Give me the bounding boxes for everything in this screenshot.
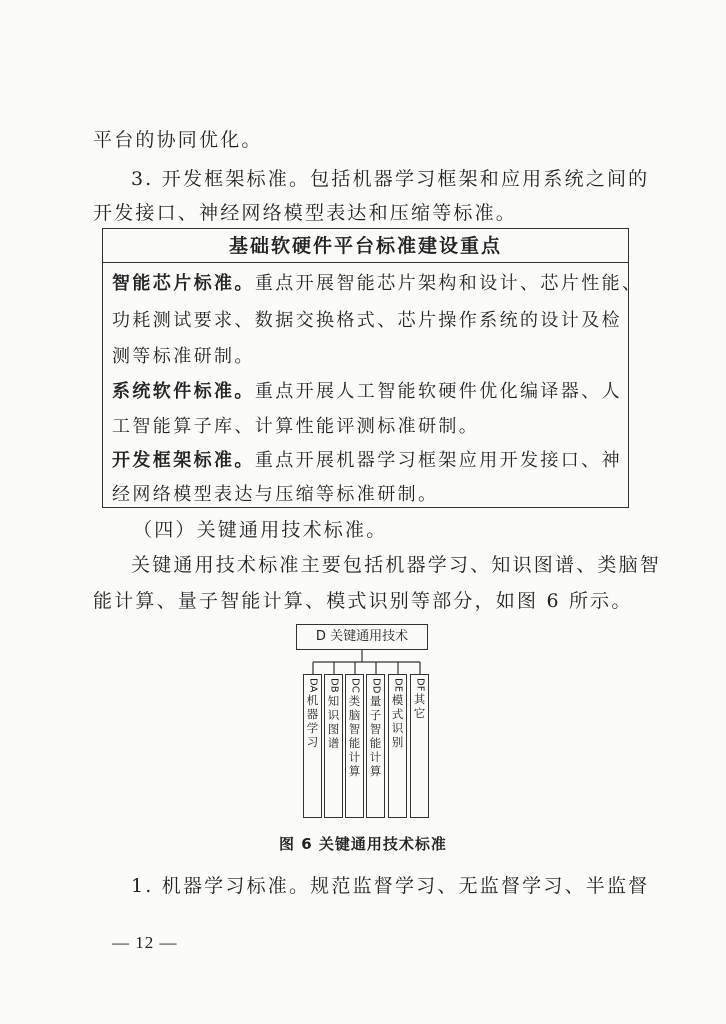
box-item-3-line-2: 经网络模型表达与压缩等标准研制。 — [112, 484, 439, 505]
body-line-3: 开发接口、神经网络模型表达和压缩等标准。 — [93, 202, 518, 224]
node-code: DA — [307, 678, 319, 693]
node-name: 其它 — [413, 692, 426, 721]
diagram-root-box: D 关键通用技术 — [296, 624, 428, 650]
section-para-line-2: 能计算、量子智能计算、模式识别等部分，如图 6 所示。 — [93, 590, 633, 612]
page-number: — 12 — — [112, 933, 178, 952]
box-item-2-line-2: 工智能算子库、计算性能评测标准研制。 — [112, 416, 480, 437]
diagram-node-dd — [366, 674, 385, 818]
diagram-node-df — [410, 674, 429, 818]
body-line-2: 3. 开发框架标准。包括机器学习框架和应用系统之间的 — [131, 168, 650, 190]
box-item-1-line-2: 功耗测试要求、数据交换格式、芯片操作系统的设计及检 — [112, 310, 622, 331]
box-item-2-text: 重点开展人工智能软硬件优化编译器、人 — [254, 381, 623, 402]
node-code: DC — [349, 678, 361, 693]
node-code: DF — [414, 678, 426, 692]
diagram-node-da — [303, 674, 322, 818]
section-heading: （四）关键通用技术标准。 — [133, 519, 388, 541]
box-title: 基础软硬件平台标准建设重点 — [103, 229, 628, 263]
node-code: DE — [392, 678, 404, 693]
diagram-node-dc — [345, 674, 364, 818]
node-name: 模式识别 — [391, 693, 404, 750]
box-item-1-line-3: 测等标准研制。 — [112, 346, 255, 367]
box-item-2-heading: 系统软件标准。 — [112, 381, 255, 402]
last-body-line: 1. 机器学习标准。规范监督学习、无监督学习、半监督 — [131, 875, 650, 897]
node-code: DB — [328, 678, 340, 693]
node-name: 类脑智能计算 — [348, 693, 361, 778]
node-name: 机器学习 — [306, 693, 319, 750]
section-para-line-1: 关键通用技术标准主要包括机器学习、知识图谱、类脑智 — [131, 554, 662, 576]
body-line-1: 平台的协同优化。 — [93, 129, 263, 151]
node-name: 知识图谱 — [327, 693, 340, 750]
box-item-3-text: 重点开展机器学习框架应用开发接口、神 — [254, 450, 623, 471]
box-item-1-heading: 智能芯片标准。 — [112, 273, 255, 294]
box-item-1-text: 重点开展智能芯片架构和设计、芯片性能、 — [254, 273, 643, 294]
diagram-node-db — [324, 674, 343, 818]
figure-caption: 图 6 关键通用技术标准 — [279, 835, 447, 853]
node-code: DD — [370, 678, 382, 694]
box-item-3-heading: 开发框架标准。 — [112, 450, 255, 471]
diagram-node-de — [388, 674, 407, 818]
node-name: 量子智能计算 — [369, 694, 382, 779]
